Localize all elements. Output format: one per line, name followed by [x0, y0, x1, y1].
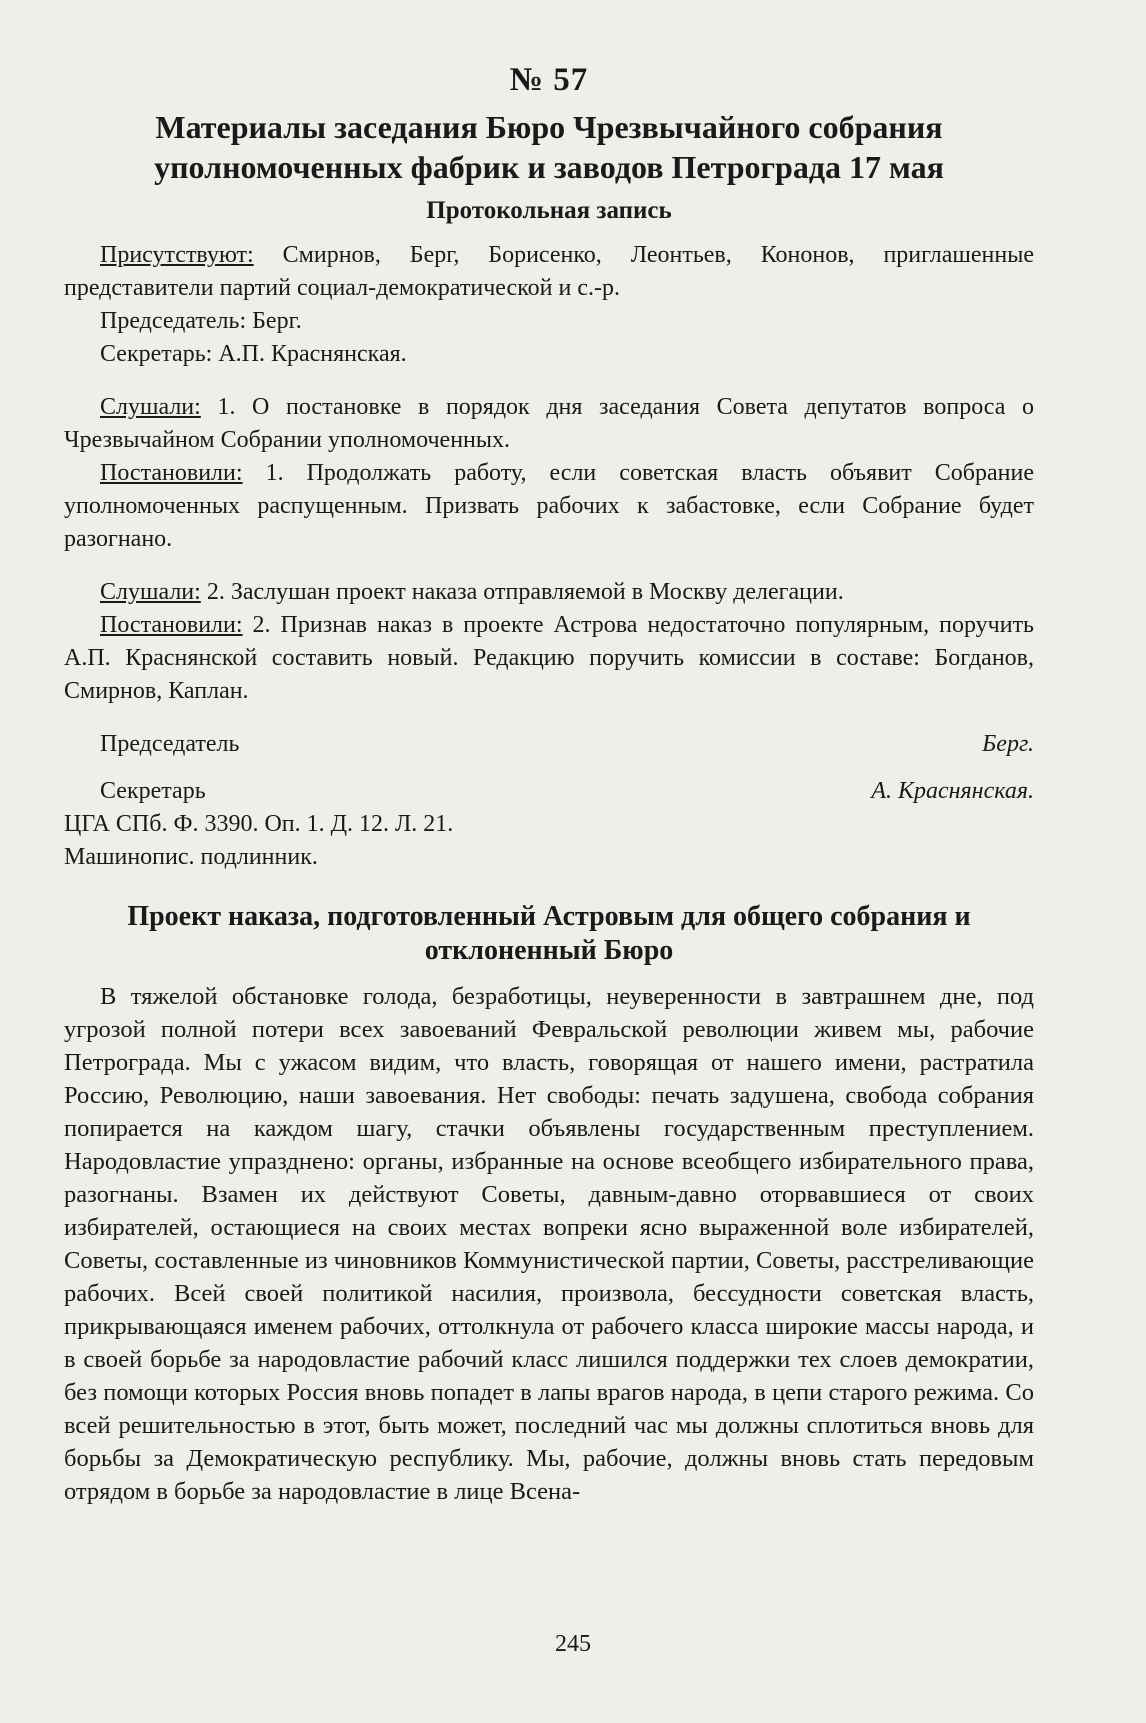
- decided-text-1: 1. Продолжать работу, если советская власть объявит Собрание уполномоченных распущенным. Призвать рабочих к забастовке, если Собрание будет разогнано.: [64, 460, 1034, 552]
- signature-chair: [64, 728, 1034, 761]
- secretary-line: Секретарь: А.П. Краснянская.: [100, 341, 407, 367]
- signature-role: Председатель: [100, 731, 240, 757]
- heard-text-2: 2. Заслушан проект наказа отправляемой в Москву делегации.: [200, 579, 844, 605]
- document-title: Материалы заседания Бюро Чрезвычайного собрания уполномоченных фабрик и заводов Петрограда 17 мая: [154, 109, 944, 185]
- present-text: Смирнов, Берг, Борисенко, Леонтьев, Кононов, приглашенные представители партий социал-демократической и с.-р.: [64, 242, 1034, 301]
- item-heard-2: [64, 576, 1034, 609]
- document-number: № 57: [509, 62, 589, 98]
- attendance-present: [64, 239, 1034, 305]
- heard-label-2: Слушали:: [100, 579, 201, 605]
- item-decided-1: [64, 457, 1034, 556]
- item-decided-2: [64, 609, 1034, 708]
- present-label: Присутствуют:: [100, 242, 254, 268]
- decided-label-2: Постановили:: [100, 612, 243, 638]
- body-paragraph: В тяжелой обстановке голода, безработицы, неуверенности в завтрашнем дне, под угрозой полной потери всех завоеваний Февральской революции живем мы, рабочие Петрограда. Мы с ужасом видим, что власть, говорящая от нашего имени, растратила Россию, Революцию, наши завоевания. Нет свободы: печать задушена, свобода собрания попирается на каждом шагу, стачки объявлены государственным преступлением. Народовластие упразднено: органы, избранные на основе всеобщего избирательного права, разогнаны. Взамен их действуют Советы, давным-давно оторвавшиеся от своих избирателей, остающиеся на своих местах вопреки ясно выраженной воле избирателей, Советы, составленные из чиновников Коммунистической партии, Советы, расстреливающие рабочих. Всей своей политикой насилия, произвола, бессудности советская власть, прикрывающаяся именем рабочих, оттолкнула от рабочего класса широкие массы народа, и в своей борьбе за народовластие рабочий класс лишился поддержки тех слоев демократии, без помощи которых Россия вновь попадет в лапы врагов народа, в цепи старого режима. Со всей решительностью в этот, быть может, последний час мы должны сплотиться вновь для борьбы за Демократическую республику. Мы, рабочие, должны вновь стать передовым отрядом в борьбе за народовластие в лице Всена-: [64, 983, 1034, 1505]
- archive-note: Машинопис. подлинник.: [64, 844, 318, 870]
- section-body: [64, 980, 1034, 1508]
- chair-line: Председатель: Берг.: [100, 308, 302, 334]
- document-subtitle: Протокольная запись: [426, 197, 672, 224]
- archive-reference: ЦГА СПб. Ф. 3390. Оп. 1. Д. 12. Л. 21.: [64, 811, 454, 837]
- signature-name: А. Краснянская.: [871, 778, 1034, 804]
- decided-text-2: 2. Признав наказ в проекте Астрова недостаточно популярным, поручить А.П. Краснянской составить новый. Редакцию поручить комиссии в составе: Богданов, Смирнов, Каплан.: [64, 612, 1034, 704]
- heard-label-1: Слушали:: [100, 394, 201, 420]
- section-title: Проект наказа, подготовленный Астровым для общего собрания и отклоненный Бюро: [127, 901, 971, 966]
- heard-text-1: 1. О постановке в порядок дня заседания Совета депутатов вопроса о Чрезвычайном Собрании уполномоченных.: [64, 394, 1034, 453]
- signature-role: Секретарь: [100, 778, 206, 804]
- signature-name: Берг.: [982, 731, 1034, 757]
- page-number: 245: [555, 1631, 591, 1657]
- signature-secretary: [64, 775, 1034, 808]
- item-heard-1: [64, 391, 1034, 457]
- decided-label-1: Постановили:: [100, 460, 243, 486]
